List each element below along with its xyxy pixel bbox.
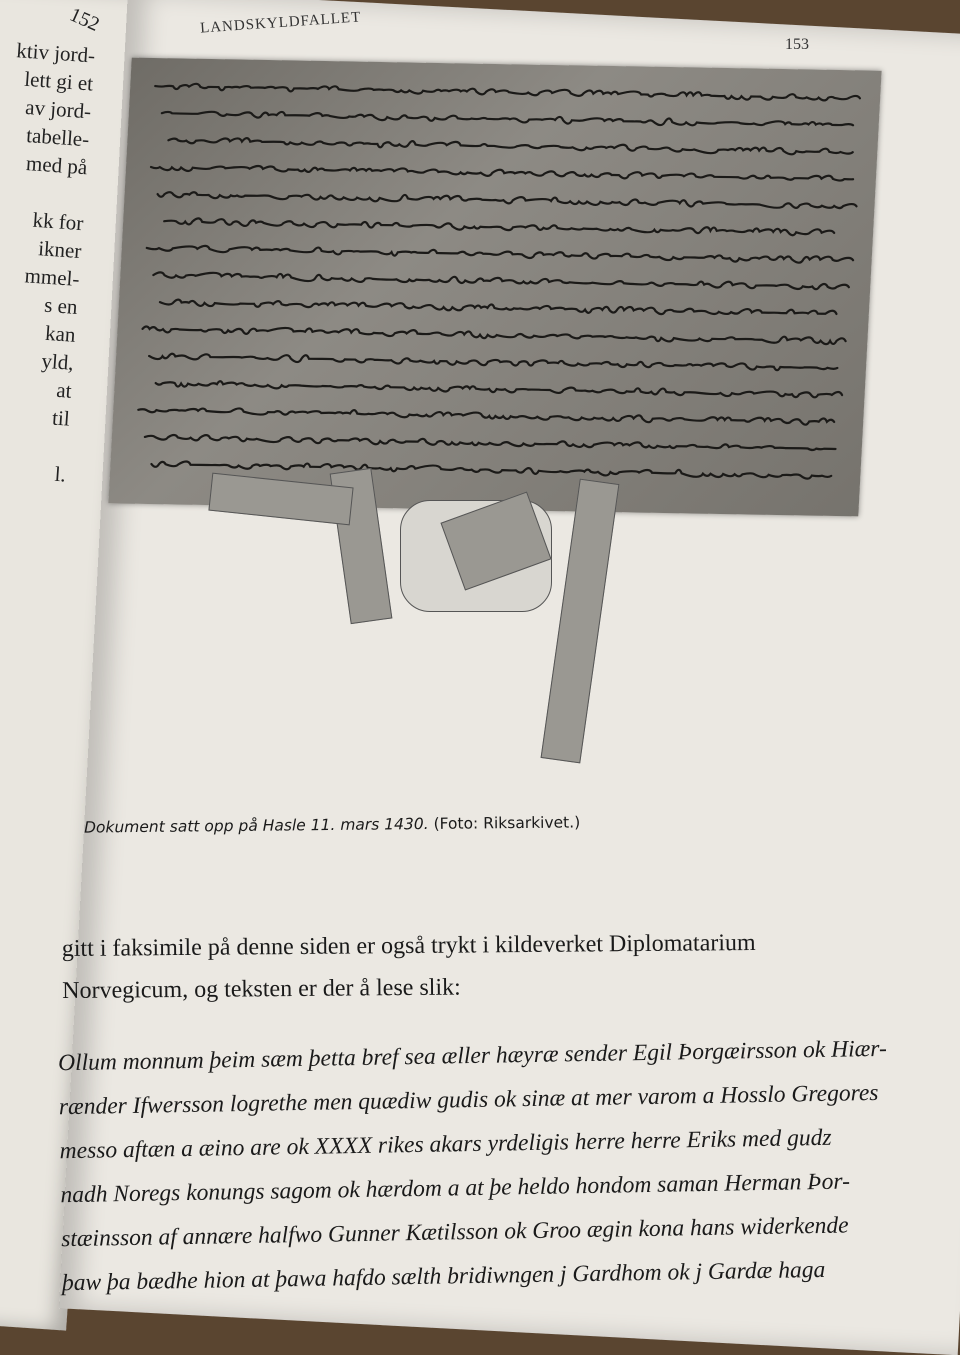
seal-strap: [541, 479, 620, 764]
manuscript-facsimile: [108, 58, 881, 517]
text-line: s en: [43, 292, 79, 319]
caption-credit: (Foto: Riksarkivet.): [428, 813, 581, 833]
text-line: at: [55, 377, 73, 403]
handwriting-line: [156, 380, 843, 399]
text-line: nadh Noregs konungs sagom ok hærdom a at þe heldo hondom saman Herman Þor-: [60, 1168, 851, 1209]
text-line: tabelle-: [25, 123, 91, 152]
handwriting-line: [160, 299, 837, 317]
text-line: rænder Ifwersson logrethe men quædiw gudis ok sinæ at mer varom a Hosslo Gregores: [58, 1079, 879, 1121]
text-line: ktiv jord-: [15, 38, 96, 68]
text-line: av jord-: [24, 94, 92, 124]
handwriting-line: [147, 245, 854, 264]
text-line: gitt i faksimile på denne siden er også trykt i kildeverket Diplomatarium: [61, 929, 756, 963]
handwriting-line: [149, 352, 838, 371]
text-line: þaw þa bædhe hion at þawa hafdo sælth bridiwngen j Gardhom ok j Gardæ haga: [61, 1256, 826, 1297]
text-line: Norvegicum, og teksten er der å lese slik:: [62, 974, 461, 1005]
handwriting-line: [155, 83, 860, 102]
text-line: Ollum monnum þeim sæm þetta bref sea æller hæyræ sender Egil Þorgæirsson ok Hiær-: [57, 1035, 888, 1077]
text-line: kk for: [31, 207, 85, 236]
text-line: l.: [53, 461, 67, 487]
handwriting-line: [138, 406, 834, 425]
text-line: yld,: [40, 348, 75, 375]
transcription: [58, 1027, 891, 1305]
figure-caption: [84, 813, 580, 836]
handwriting-line: [164, 218, 834, 236]
right-page-number: 153: [785, 36, 809, 53]
text-line: til: [51, 405, 71, 431]
left-page-number: 152: [66, 3, 103, 36]
text-line: messo aftæn a æino are ok XXXX rikes akars yrdeligis herre herre Eriks med gudz: [59, 1124, 832, 1165]
text-line: stæinsson af annære halfwo Gunner Kætilsson ok Groo ægin kona hans widerkende: [60, 1212, 849, 1253]
handwriting-line: [168, 137, 853, 156]
handwriting-line: [151, 164, 853, 183]
text-line: med på: [25, 151, 89, 180]
handwriting-line: [153, 272, 849, 291]
handwriting-line: [157, 191, 856, 210]
running-head: LANDSKYLDFALLET: [199, 9, 362, 37]
handwriting-line: [142, 325, 845, 344]
handwriting-lines: [108, 58, 881, 517]
text-line: mmel-: [23, 263, 81, 292]
handwriting-line: [145, 434, 836, 452]
text-line: kan: [44, 320, 77, 347]
body-text: [62, 922, 757, 1012]
caption-text: Dokument satt opp på Hasle 11. mars 1430.: [83, 814, 429, 837]
text-line: ikner: [37, 236, 83, 264]
text-line: lett gi et: [23, 66, 94, 96]
handwriting-line: [162, 110, 854, 129]
